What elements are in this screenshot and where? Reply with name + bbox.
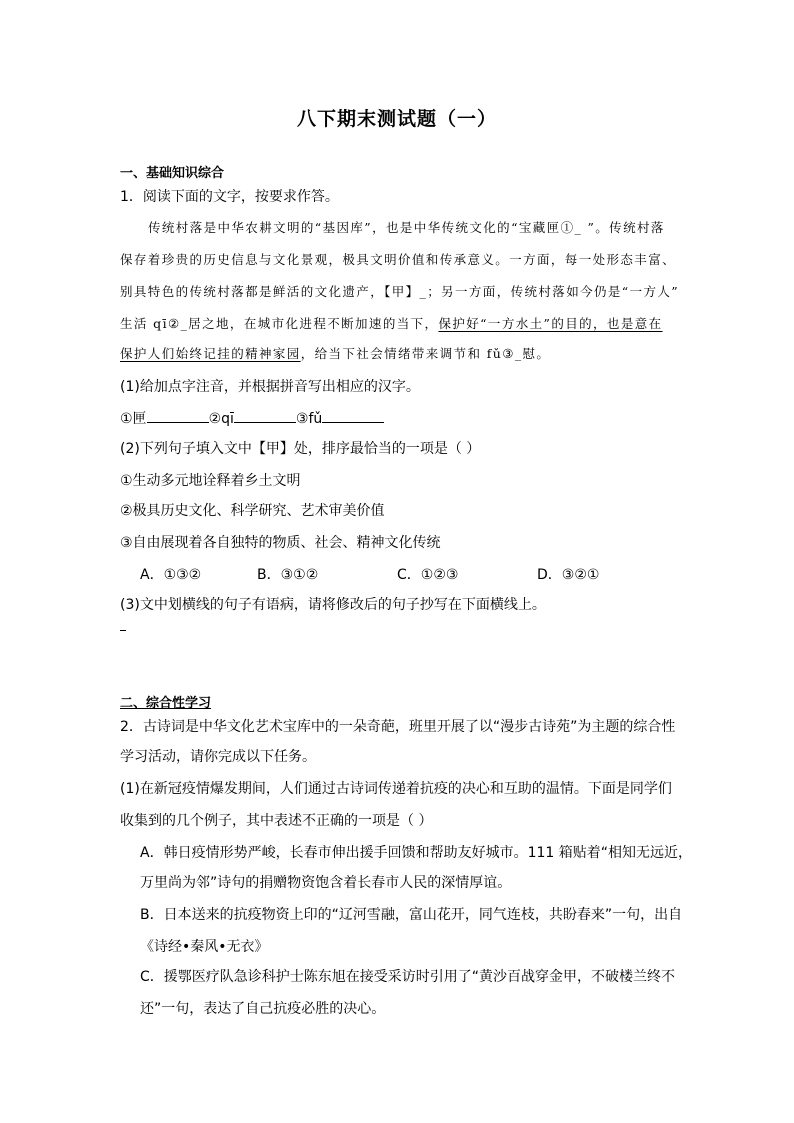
- passage-line-5: [120, 344, 675, 362]
- passage-line-1: 传统村落是中华农耕文明的“基因库”，也是中华传统文化的“宝藏匣①_ ”。传统村落: [148, 220, 665, 235]
- q2-option-a-line-2: 万里尚为邻”诗句的捐赠物资饱含着长春市人民的深情厚谊。: [140, 875, 512, 891]
- q1-sub2-stem: (2)下列句子填入文中【甲】处，排序最恰当的一项是（ ）: [120, 441, 481, 457]
- q2-option-c-line-2: 还”一句，表达了自己抗疫必胜的决心。: [140, 1001, 386, 1017]
- section-heading-integrated: 二、综合性学习: [120, 696, 212, 711]
- q2-option-a-line-1[interactable]: A．韩日疫情形势严峻，长春市伸出援手回馈和帮助友好城市。111 箱贴着“相知无远近，: [140, 845, 692, 861]
- answer-line[interactable]: [120, 630, 126, 631]
- option-c[interactable]: C．①②③: [397, 567, 459, 583]
- item-label-2: ②qī: [208, 411, 234, 427]
- passage-line-5-text: ，给当下社会情绪带来调节和 fǔ③_慰。: [300, 346, 551, 361]
- q2-option-c-line-1[interactable]: C．援鄂医疗队急诊科护士陈东旭在接受采访时引用了“黄沙百战穿金甲，不破楼兰终不: [140, 969, 676, 985]
- page-title: 八下期末测试题（一）: [296, 108, 497, 130]
- q2-sub1-stem-line-1: (1)在新冠疫情爆发期间，人们通过古诗词传递着抗疫的决心和互助的温情。下面是同学们: [120, 781, 672, 797]
- sentence-3: ③自由展现着各自独特的物质、社会、精神文化传统: [120, 535, 441, 551]
- underlined-sentence-part-1: 保护好“一方水土”的目的，也是意在: [438, 316, 663, 331]
- passage-line-3: 别具特色的传统村落都是鲜活的文化遗产，【甲】_；另一方面，传统村落如今仍是“一方人”: [120, 284, 680, 299]
- answer-blank-1[interactable]: [147, 408, 209, 423]
- sentence-2: ②极具历史文化、科学研究、艺术审美价值: [120, 503, 385, 519]
- q2-sub1-stem-line-2: 收集到的几个例子，其中表述不正确的一项是（ ）: [120, 813, 433, 829]
- q1-sub1-stem: (1)给加点字注音，并根据拼音写出相应的汉字。: [120, 379, 420, 395]
- answer-blank-2[interactable]: [234, 408, 296, 423]
- section-heading-basics: 一、基础知识综合: [120, 166, 225, 181]
- q1-options-row: [140, 564, 599, 584]
- q1-sub1-answer-row: [120, 408, 384, 428]
- item-label-1: ①匣: [120, 411, 147, 427]
- q2-stem-line-1: 2．古诗词是中华文化艺术宝库中的一朵奇葩，班里开展了以“漫步古诗苑”为主题的综合性: [120, 719, 676, 735]
- q2-option-b-line-2: 《诗经•秦风•无衣》: [140, 939, 269, 955]
- option-a[interactable]: A．①③②: [140, 567, 202, 583]
- q2-option-b-line-1[interactable]: B．日本送来的抗疫物资上印的“辽河雪融，富山花开，同气连枝，共盼春来”一句，出自: [140, 907, 683, 923]
- sentence-1: ①生动多元地诠释着乡土文明: [120, 473, 301, 489]
- passage-line-4-text: 生活 qī②_居之地，在城市化进程不断加速的当下，: [120, 316, 439, 331]
- option-b[interactable]: B．③①②: [257, 567, 319, 583]
- q1-stem: 1．阅读下面的文字，按要求作答。: [120, 189, 339, 205]
- q1-sub3-stem: (3)文中划横线的句子有语病，请将修改后的句子抄写在下面横线上。: [120, 597, 546, 613]
- passage-line-2: 保存着珍贵的历史信息与文化景观，极具文明价值和传承意义。一方面，每一处形态丰富、: [120, 252, 677, 267]
- item-label-3: ③fǔ: [295, 411, 323, 427]
- answer-blank-3[interactable]: [322, 408, 384, 423]
- passage-line-4: [120, 314, 675, 332]
- option-d[interactable]: D．③②①: [537, 567, 600, 583]
- q2-stem-line-2: 学习活动，请你完成以下任务。: [120, 749, 316, 765]
- underlined-sentence-part-2: 保护人们始终记挂的精神家园: [120, 346, 301, 361]
